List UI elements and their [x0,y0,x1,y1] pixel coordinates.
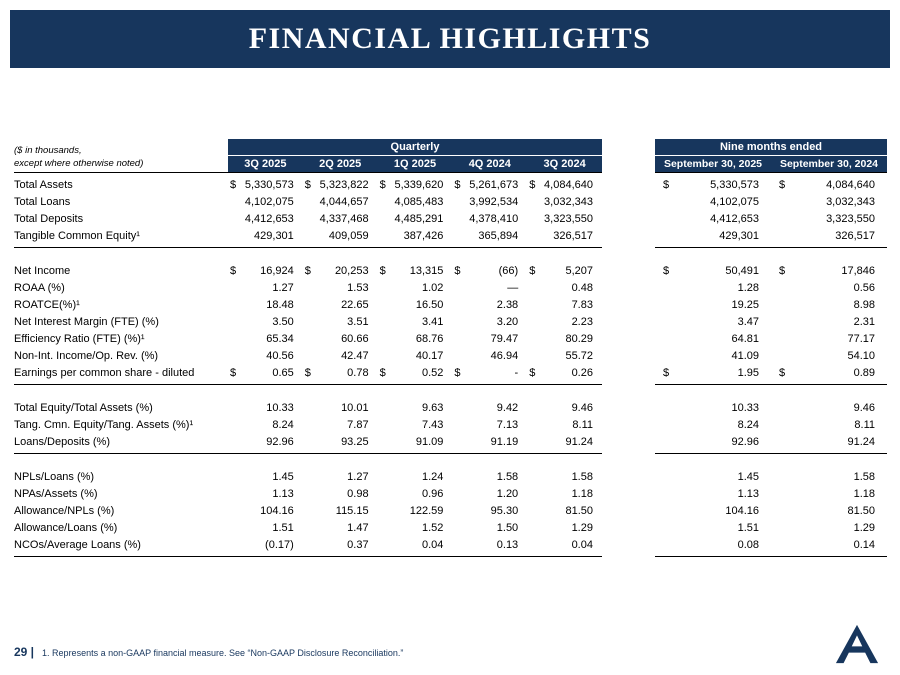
table-row [655,176,887,193]
table-row [655,262,887,279]
row-label: Net Income [14,264,71,277]
value-cell: $ 0.52 [379,366,444,379]
table-row [655,330,887,347]
value-cell: 4,337,468 [319,212,369,225]
table-row [655,502,887,519]
table-row [14,519,602,536]
value-cell: 9.63 [421,401,444,414]
table-row [14,468,602,485]
value-cell: 8.98 [853,298,875,311]
table-row [655,468,887,485]
value-cell: 1.47 [347,521,369,534]
row-label: ROATCE(%)¹ [14,298,80,311]
value-cell: 3.50 [272,315,294,328]
currency-symbol: $ [230,178,237,191]
currency-symbol: $ [379,366,386,379]
table-row [655,536,887,553]
table-row [655,193,887,210]
row-label: NCOs/Average Loans (%) [14,538,141,551]
value-cell: $ (66) [454,264,519,277]
currency-symbol: $ [379,264,386,277]
value-cell: 1.20 [496,487,519,500]
table-row [655,279,887,296]
table-section [14,396,602,454]
table-row [14,399,602,416]
table-row [14,262,602,279]
row-label: Tang. Cmn. Equity/Tang. Assets (%)¹ [14,418,194,431]
table-row [655,210,887,227]
value-cell: 1.45 [272,470,294,483]
table-row [14,536,602,553]
row-label: Allowance/Loans (%) [14,521,118,534]
value-cell: 1.24 [421,470,444,483]
table-row [655,313,887,330]
value-cell: 0.48 [571,281,593,294]
value-cell: 10.33 [266,401,294,414]
currency-symbol: $ [454,178,461,191]
table-row [655,399,887,416]
table-row [14,176,602,193]
value-cell: $ 5,207 [529,264,593,277]
value-cell: 0.37 [347,538,369,551]
table-row [14,502,602,519]
units-note-line1: ($ in thousands, [14,145,82,156]
column-header: 3Q 2025 [244,158,287,170]
value-cell: 2.23 [571,315,593,328]
value-cell: 91.24 [565,435,593,448]
table-row [14,330,602,347]
value-cell: 46.94 [490,349,519,362]
footer [14,645,403,659]
value-cell: 1.18 [853,487,875,500]
value-cell: 115.15 [335,504,369,517]
row-label: Total Assets [14,178,73,191]
value-cell: 4,378,410 [469,212,519,225]
value-cell: $ - [454,366,519,379]
currency-symbol: $ [663,264,670,277]
value-cell: 1.52 [421,521,444,534]
row-label: Total Deposits [14,212,84,225]
currency-symbol: $ [779,178,786,191]
value-cell: 7.83 [571,298,593,311]
value-cell: 9.42 [496,401,519,414]
value-cell: 41.09 [731,349,759,362]
value-cell: 80.29 [565,332,593,345]
table-row [14,279,602,296]
value-cell: 104.16 [260,504,294,517]
company-logo-a-icon [834,621,880,667]
value-cell: 0.04 [421,538,444,551]
value-cell: $ 0.89 [779,366,875,379]
value-cell: 3,323,550 [826,212,875,225]
value-cell: 54.10 [847,349,875,362]
value-cell: $ 0.78 [304,366,369,379]
value-cell: $ 17,846 [779,264,875,277]
value-cell: 429,301 [719,229,759,242]
value-cell: 0.14 [853,538,875,551]
value-cell: 122.59 [409,504,444,517]
value-cell: 0.04 [571,538,593,551]
value-cell: 3,032,343 [544,195,593,208]
value-cell: 1.28 [737,281,759,294]
value-cell: 65.34 [266,332,294,345]
value-cell: 1.13 [272,487,294,500]
table-row [14,416,602,433]
table-section [14,259,602,385]
row-label: Total Loans [14,195,71,208]
currency-symbol: $ [230,366,237,379]
table-row [14,210,602,227]
value-cell: $ 1.95 [663,366,759,379]
value-cell: 8.11 [854,418,875,431]
quarterly-column-headers [228,156,602,172]
value-cell: $ 4,084,640 [779,178,875,191]
value-cell: 1.53 [347,281,369,294]
value-cell: 91.19 [490,435,519,448]
currency-symbol: $ [663,178,670,191]
value-cell: 1.45 [737,470,759,483]
quarterly-columns-header [228,139,602,172]
value-cell: — [507,281,519,294]
value-cell: 4,044,657 [319,195,369,208]
column-header: September 30, 2024 [779,158,879,170]
value-cell: $ 5,323,822 [304,178,369,191]
row-label: ROAA (%) [14,281,65,294]
value-cell: 68.76 [415,332,444,345]
table-row [655,416,887,433]
value-cell: 387,426 [403,229,444,242]
currency-symbol: $ [529,178,536,191]
currency-symbol: $ [779,264,786,277]
value-cell: 4,412,653 [710,212,759,225]
value-cell: 95.30 [490,504,519,517]
value-cell: 3,992,534 [469,195,519,208]
row-label: Net Interest Margin (FTE) (%) [14,315,159,328]
nine-months-table [655,139,887,557]
row-label: Non-Int. Income/Op. Rev. (%) [14,349,159,362]
currency-symbol: $ [304,178,311,191]
table-section [14,465,602,557]
value-cell: 3.41 [421,315,444,328]
value-cell: 1.58 [496,470,519,483]
table-row [655,347,887,364]
value-cell: 0.56 [853,281,875,294]
page-number: 29 | [14,645,35,659]
value-cell: 3.20 [496,315,519,328]
value-cell: 3,323,550 [544,212,593,225]
value-cell: 9.46 [571,401,593,414]
value-cell: 10.01 [341,401,369,414]
quarterly-table-header [14,139,602,173]
value-cell: 0.08 [737,538,759,551]
table-row [14,364,602,381]
value-cell: 3,032,343 [826,195,875,208]
value-cell: 365,894 [478,229,519,242]
value-cell: (0.17) [265,538,294,551]
table-row [655,364,887,381]
value-cell: 326,517 [835,229,875,242]
table-units-note [14,139,228,172]
row-label: Earnings per common share - diluted [14,366,195,379]
value-cell: 4,102,075 [710,195,759,208]
row-label: Allowance/NPLs (%) [14,504,115,517]
value-cell: 1.29 [571,521,593,534]
quarterly-group-label: Quarterly [228,139,602,155]
table-section [655,259,887,385]
table-row [14,433,602,450]
value-cell: 4,085,483 [394,195,444,208]
currency-symbol: $ [529,264,536,277]
currency-symbol: $ [379,178,386,191]
value-cell: 18.48 [266,298,294,311]
value-cell: 1.58 [571,470,593,483]
value-cell: $ 13,315 [379,264,444,277]
table-row [14,193,602,210]
value-cell: 9.46 [853,401,875,414]
value-cell: 19.25 [731,298,759,311]
units-note-line2: except where otherwise noted) [14,158,144,169]
table-row [655,519,887,536]
row-label: Loans/Deposits (%) [14,435,110,448]
column-header: September 30, 2025 [663,158,763,170]
value-cell: 92.96 [266,435,294,448]
table-row [655,433,887,450]
table-row [14,347,602,364]
value-cell: 1.27 [272,281,294,294]
table-row [14,296,602,313]
currency-symbol: $ [529,366,536,379]
value-cell: 0.98 [347,487,369,500]
value-cell: 1.13 [737,487,759,500]
value-cell: 2.31 [853,315,875,328]
currency-symbol: $ [304,366,311,379]
value-cell: 8.24 [737,418,759,431]
value-cell: $ 16,924 [230,264,294,277]
value-cell: 4,412,653 [244,212,294,225]
value-cell: 77.17 [847,332,875,345]
value-cell: 0.13 [496,538,519,551]
row-label: NPAs/Assets (%) [14,487,98,500]
table-section [14,173,602,248]
value-cell: 1.51 [737,521,759,534]
column-header: 2Q 2025 [319,158,362,170]
value-cell: 40.17 [415,349,444,362]
column-header: 4Q 2024 [468,158,511,170]
value-cell: 10.33 [731,401,759,414]
title-bar [10,10,890,68]
nine-months-column-headers [655,156,887,172]
value-cell: 91.24 [847,435,875,448]
value-cell: 8.24 [272,418,294,431]
value-cell: 104.16 [725,504,759,517]
currency-symbol: $ [454,264,461,277]
value-cell: 1.29 [853,521,875,534]
currency-symbol: $ [454,366,461,379]
row-label: Tangible Common Equity¹ [14,229,140,242]
value-cell: 16.50 [415,298,444,311]
table-row [14,485,602,502]
value-cell: 1.50 [496,521,519,534]
value-cell: 1.58 [853,470,875,483]
table-section [655,173,887,248]
value-cell: 91.09 [415,435,444,448]
value-cell: 1.18 [571,487,593,500]
currency-symbol: $ [779,366,786,379]
value-cell: 7.13 [496,418,519,431]
value-cell: $ 5,339,620 [379,178,444,191]
row-label: Efficiency Ratio (FTE) (%)¹ [14,332,145,345]
value-cell: $ 5,330,573 [230,178,294,191]
nine-months-columns-header [655,139,887,172]
nine-months-table-body [655,173,887,557]
value-cell: 60.66 [341,332,369,345]
table-row [655,296,887,313]
nine-months-group-label: Nine months ended [655,139,887,155]
value-cell: 4,102,075 [244,195,294,208]
value-cell: 326,517 [553,229,593,242]
value-cell: $ 4,084,640 [529,178,593,191]
value-cell: $ 5,261,673 [454,178,519,191]
footnote-text: 1. Represents a non-GAAP financial measure. See “Non-GAAP Disclosure Reconciliation.” [42,648,404,658]
value-cell: 40.56 [266,349,294,362]
value-cell: 8.11 [572,418,593,431]
table-row [14,313,602,330]
value-cell: 3.51 [347,315,369,328]
value-cell: 81.50 [565,504,593,517]
value-cell: 409,059 [328,229,369,242]
table-row [655,485,887,502]
slide-title: FINANCIAL HIGHLIGHTS [248,22,652,55]
value-cell: 42.47 [341,349,369,362]
value-cell: $ 50,491 [663,264,759,277]
row-label: Total Equity/Total Assets (%) [14,401,153,414]
value-cell: 22.65 [341,298,369,311]
currency-symbol: $ [230,264,237,277]
value-cell: 4,485,291 [394,212,444,225]
value-cell: 0.96 [421,487,444,500]
value-cell: 1.51 [272,521,294,534]
value-cell: 92.96 [731,435,759,448]
currency-symbol: $ [663,366,670,379]
value-cell: 79.47 [490,332,519,345]
table-section [655,396,887,454]
value-cell: 2.38 [496,298,519,311]
value-cell: 7.43 [421,418,444,431]
table-section [655,465,887,557]
quarterly-table-body [14,173,602,557]
value-cell: $ 5,330,573 [663,178,759,191]
column-header: 1Q 2025 [393,158,437,170]
currency-symbol: $ [304,264,311,277]
column-header: 3Q 2024 [543,158,586,170]
quarterly-table [14,139,602,557]
value-cell: $ 0.26 [529,366,593,379]
table-row [655,227,887,244]
value-cell: 55.72 [565,349,593,362]
value-cell: 3.47 [737,315,759,328]
value-cell: 93.25 [341,435,369,448]
table-row [14,227,602,244]
value-cell: 64.81 [731,332,759,345]
value-cell: 7.87 [347,418,369,431]
value-cell: 1.02 [421,281,444,294]
value-cell: 1.27 [347,470,369,483]
value-cell: 429,301 [254,229,294,242]
nine-months-table-header [655,139,887,173]
value-cell: $ 20,253 [304,264,369,277]
row-label: NPLs/Loans (%) [14,470,95,483]
value-cell: $ 0.65 [230,366,294,379]
value-cell: 81.50 [847,504,875,517]
